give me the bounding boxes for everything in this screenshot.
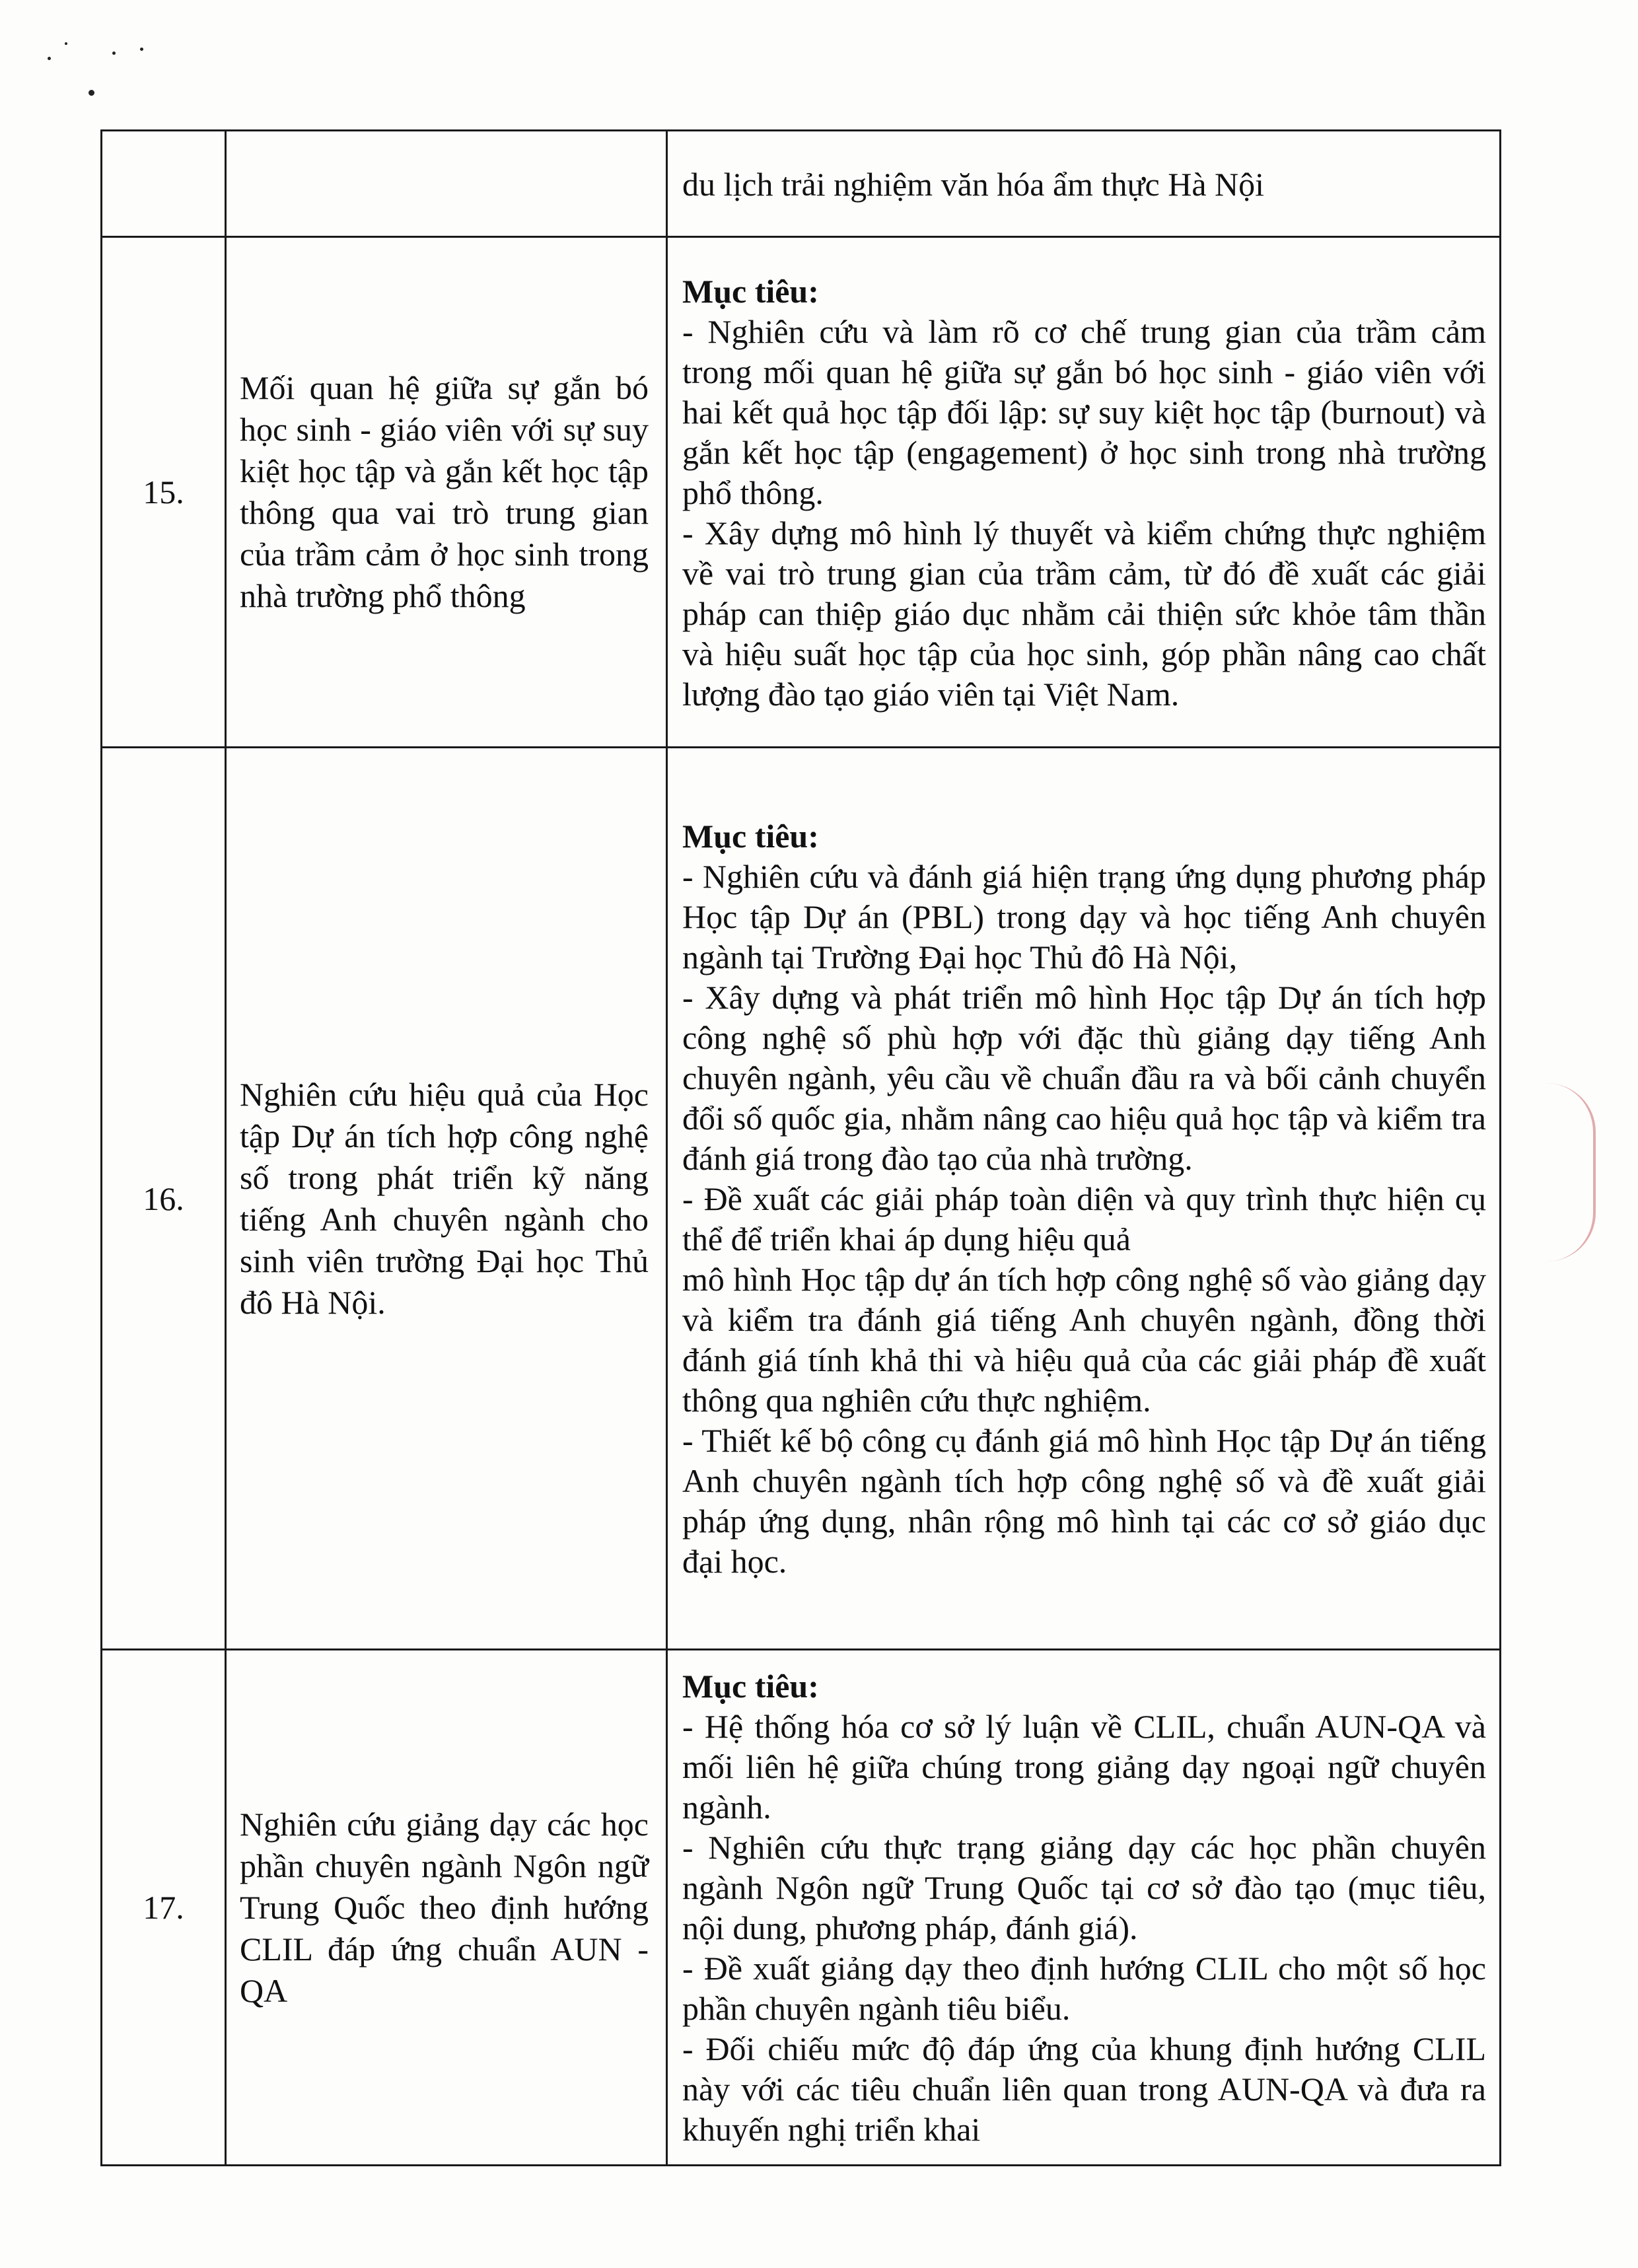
- table-row-continuation: [102, 131, 1501, 237]
- goal-item: du lịch trải nghiệm văn hóa ẩm thực Hà Nội: [682, 165, 1265, 203]
- goal-cell: [667, 748, 1501, 1650]
- topic-cell: [226, 131, 667, 237]
- topic-cell: Nghiên cứu hiệu quả của Học tập Dự án tích hợp công nghệ số trong phát triển kỹ năng tiếng Anh chuyên ngành cho sinh viên trường Đại học Thủ đô Hà Nội.: [226, 748, 667, 1650]
- goal-item: - Đối chiếu mức độ đáp ứng của khung định hướng CLIL này với các tiêu chuẩn liên quan trong AUN-QA và đưa ra khuyến nghị triển khai: [682, 2030, 1486, 2148]
- topic-cell: Nghiên cứu giảng dạy các học phần chuyên ngành Ngôn ngữ Trung Quốc theo định hướng CLIL đáp ứng chuẩn AUN -QA: [226, 1650, 667, 2166]
- goal-item: - Đề xuất các giải pháp toàn diện và quy trình thực hiện cụ thể để triển khai áp dụng hiệu quả: [682, 1180, 1486, 1258]
- row-number-cell: [102, 131, 226, 237]
- goal-item: - Nghiên cứu thực trạng giảng dạy các học phần chuyên ngành Ngôn ngữ Trung Quốc tại cơ sở đào tạo (mục tiêu, nội dung, phương pháp, đánh giá).: [682, 1829, 1486, 1946]
- goal-cell: [667, 131, 1501, 237]
- scan-speck: [65, 42, 67, 45]
- scan-speck: [140, 48, 143, 51]
- goal-item: - Thiết kế bộ công cụ đánh giá mô hình Học tập Dự án tiếng Anh chuyên ngành tích hợp công nghệ số và đề xuất giải pháp ứng dụng, nhân rộng mô hình tại các cơ sở giáo dục đại học.: [682, 1422, 1486, 1580]
- row-number-cell: 17.: [102, 1650, 226, 2166]
- research-topics-table: [100, 129, 1501, 2166]
- goal-item: mô hình Học tập dự án tích hợp công nghệ số vào giảng dạy và kiểm tra đánh giá tiếng Anh chuyên ngành, đồng thời đánh giá tính khả thi và hiệu quả của các giải pháp đề xuất thông qua nghiên cứu thực nghiệm.: [682, 1261, 1486, 1419]
- row-number-cell: 15.: [102, 237, 226, 748]
- goal-item: - Hệ thống hóa cơ sở lý luận về CLIL, chuẩn AUN-QA và mối liên hệ giữa chúng trong giảng dạy ngoại ngữ chuyên ngành.: [682, 1708, 1486, 1825]
- table-row-16: [102, 748, 1501, 1650]
- scan-speck: [48, 57, 51, 60]
- goal-item: - Xây dựng và phát triển mô hình Học tập Dự án tích hợp công nghệ số phù hợp với đặc thù giảng dạy tiếng Anh chuyên ngành, yêu cầu về chuẩn đầu ra và bối cảnh chuyển đổi số quốc gia, nhằm nâng cao hiệu quả học tập và kiểm tra đánh giá trong đào tạo của nhà trường.: [682, 979, 1486, 1177]
- goal-item: - Nghiên cứu và làm rõ cơ chế trung gian của trầm cảm trong mối quan hệ giữa sự gắn bó học sinh - giáo viên với hai kết quả học tập đối lập: sự suy kiệt học tập (burnout) và gắn kết học tập (engagement) ở học sinh trong nhà trường phổ thông.: [682, 312, 1486, 511]
- goal-item: - Đề xuất giảng dạy theo định hướng CLIL cho một số học phần chuyên ngành tiêu biểu.: [682, 1950, 1486, 2027]
- goal-heading: Mục tiêu:: [682, 818, 819, 855]
- topic-cell: Mối quan hệ giữa sự gắn bó học sinh - giáo viên với sự suy kiệt học tập và gắn kết học tập thông qua vai trò trung gian của trầm cảm ở học sinh trong nhà trường phổ thông: [226, 237, 667, 748]
- goal-item: - Xây dựng mô hình lý thuyết và kiểm chứng thực nghiệm về vai trò trung gian của trầm cảm, từ đó đề xuất các giải pháp can thiệp giáo dục nhằm cải thiện sức khỏe tâm thần và hiệu suất học tập của học sinh, góp phần nâng cao chất lượng đào tạo giáo viên tại Việt Nam.: [682, 514, 1486, 713]
- goal-heading: Mục tiêu:: [682, 1668, 819, 1705]
- goal-cell: [667, 1650, 1501, 2166]
- goal-heading: Mục tiêu:: [682, 272, 819, 310]
- table-row-17: [102, 1650, 1501, 2166]
- goal-item: - Nghiên cứu và đánh giá hiện trạng ứng dụng phương pháp Học tập Dự án (PBL) trong dạy và học tiếng Anh chuyên ngành tại Trường Đại học Thủ đô Hà Nội,: [682, 858, 1486, 975]
- row-number-cell: 16.: [102, 748, 226, 1650]
- stamp-edge-mark: [1547, 1083, 1596, 1261]
- scan-speck: [112, 52, 116, 55]
- table-row-15: [102, 237, 1501, 748]
- goal-cell: [667, 237, 1501, 748]
- scan-speck: [89, 90, 94, 96]
